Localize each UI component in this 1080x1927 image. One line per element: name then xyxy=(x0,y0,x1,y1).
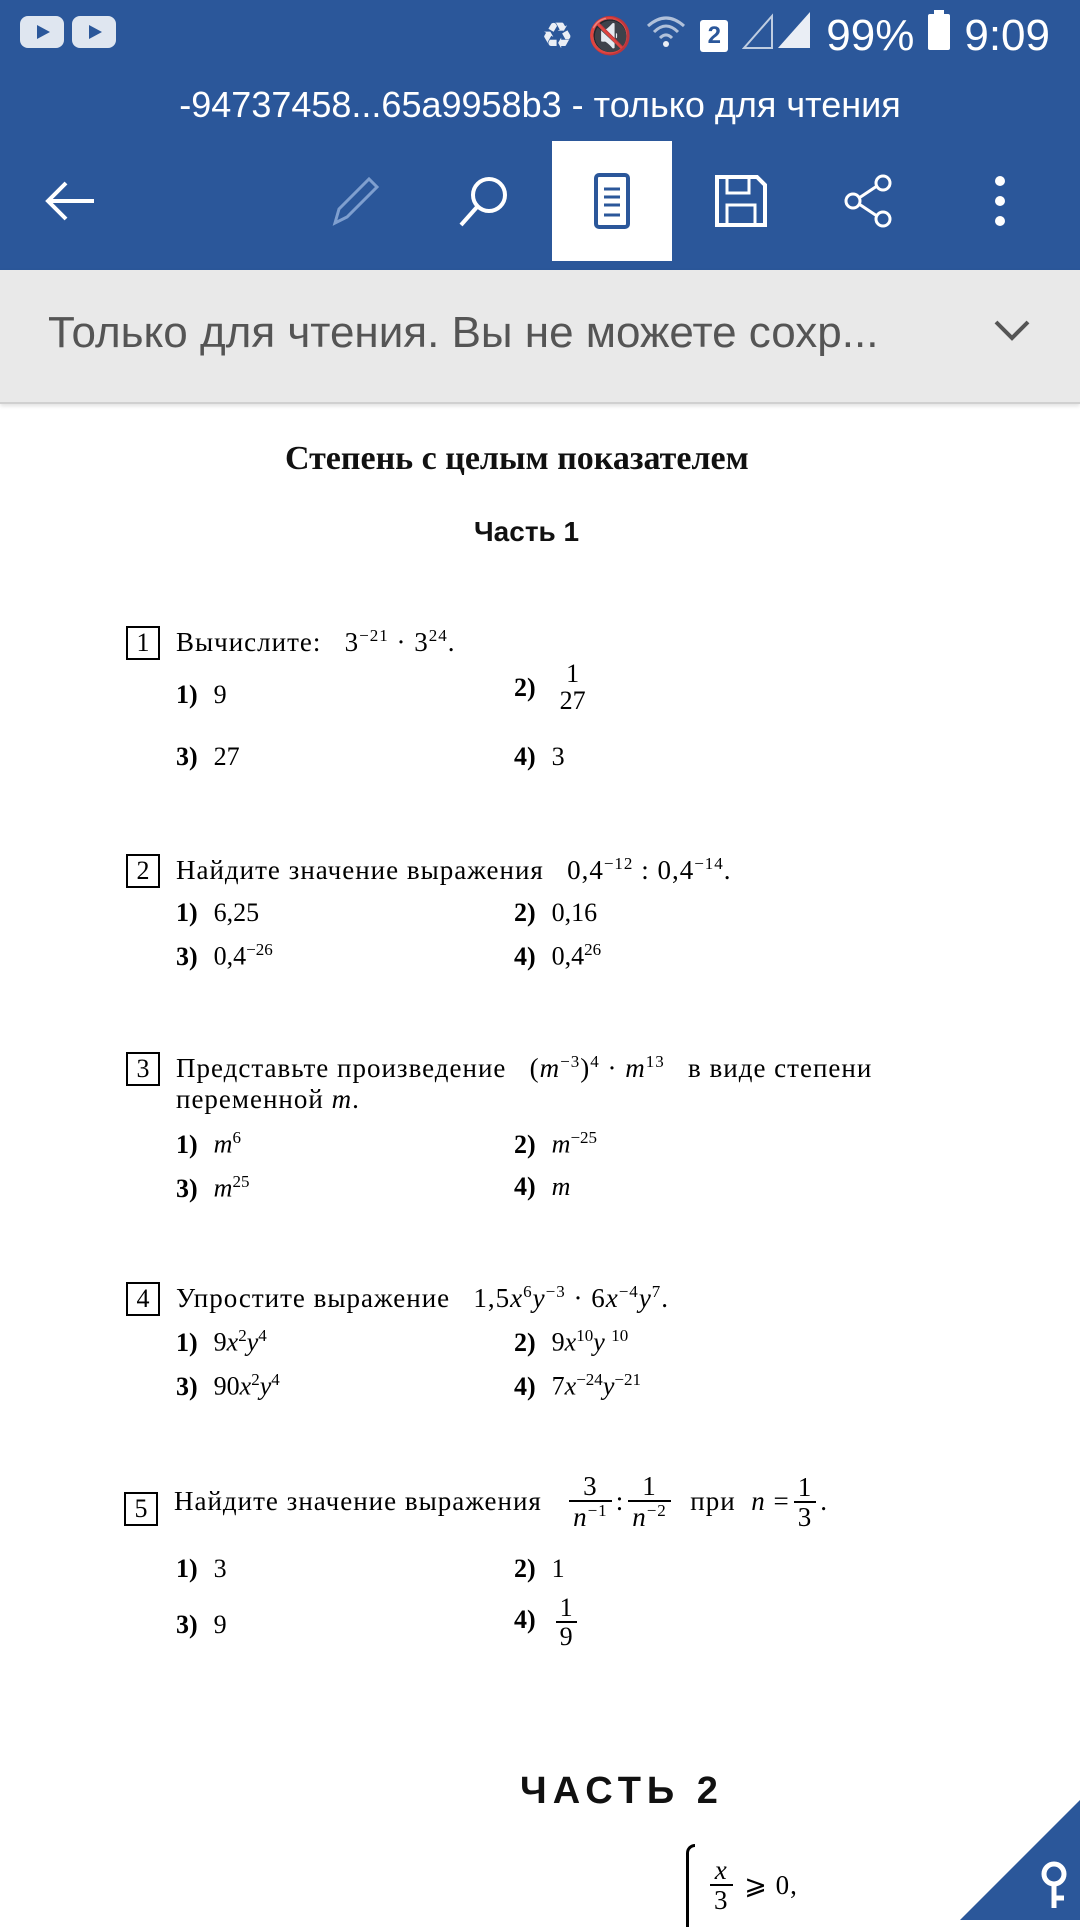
answer-option-4: 4) $0,4^{26}$ xyxy=(514,940,602,971)
sim-badge: 2 xyxy=(700,20,728,52)
answer-option-1: 1) $m^6$ xyxy=(176,1128,241,1159)
question-number: 4 xyxy=(126,1282,160,1316)
battery-percent: 99% xyxy=(826,10,915,60)
expand-banner-button[interactable] xyxy=(992,316,1032,351)
status-bar xyxy=(0,0,1080,75)
answer-option-1: 1) 3 xyxy=(176,1554,227,1583)
save-button[interactable] xyxy=(681,141,801,261)
part-2-heading: ЧАСТЬ 2 xyxy=(520,1770,724,1812)
toolbar xyxy=(0,135,1080,270)
clock: 9:09 xyxy=(964,10,1050,60)
save-icon xyxy=(711,171,771,231)
question-5-text: Найдите значение выражения $\frac{3}{n^{-1}}$ : $\frac{1}{n^{-2}}$ при n = $\frac{1}{3}$ . xyxy=(174,1471,828,1533)
key-icon xyxy=(1034,1860,1074,1912)
question-3-text: Представьте произведение $(m^{-3})^4 \cdot m^{13}$ в виде степени xyxy=(176,1052,873,1083)
answer-option-4: 4) $7x^{-24}y^{-21}$ xyxy=(514,1370,641,1401)
answer-option-1: 1) 6,25 xyxy=(176,898,260,927)
chevron-down-icon xyxy=(992,316,1032,346)
question-4-text: Упростите выражение $1,5x^6y^{-3} \cdot 6x^{-4}y^7$. xyxy=(176,1282,670,1313)
answer-option-3: 3) $90x^2y^4$ xyxy=(176,1370,280,1401)
wifi-icon xyxy=(646,14,686,57)
answer-option-3: 3) 9 xyxy=(176,1610,227,1639)
more-icon xyxy=(970,171,1030,231)
answer-option-4: 4) m xyxy=(514,1172,571,1201)
youtube-icon xyxy=(72,16,116,48)
question-number: 2 xyxy=(126,854,160,888)
inequality-system: $\frac{x}{3}$ ⩾ 0, xyxy=(706,1856,798,1915)
back-button[interactable] xyxy=(10,141,130,261)
system-brace xyxy=(686,1844,695,1927)
banner-message: Только для чтения. Вы не можете сохр... xyxy=(48,308,879,357)
reading-view-icon xyxy=(582,171,642,231)
edit-button[interactable] xyxy=(295,141,415,261)
answer-option-2: 2) 1 27 xyxy=(514,659,586,716)
question-2-text: Найдите значение выражения $0,4^{-12}$ : $0,4^{-14}$. xyxy=(176,854,732,885)
question-number: 5 xyxy=(124,1492,158,1526)
more-button[interactable] xyxy=(940,141,1060,261)
answer-option-3: 3) $0,4^{-26}$ xyxy=(176,940,273,971)
answer-option-1: 1) $9x^2y^4$ xyxy=(176,1326,267,1357)
doc-heading: Степень с целым показателем xyxy=(285,440,749,477)
document-title: -94737458...65a9958b3 - только для чтения xyxy=(0,75,1080,135)
answer-option-3: 3) 27 xyxy=(176,742,240,771)
share-icon xyxy=(839,171,899,231)
share-button[interactable] xyxy=(809,141,929,261)
question-number: 1 xyxy=(126,626,160,660)
signal-icon xyxy=(742,10,812,61)
part-1-heading: Часть 1 xyxy=(474,516,580,547)
mute-icon: 🔇 xyxy=(587,14,633,56)
answer-option-2: 2) 1 xyxy=(514,1554,565,1583)
reading-view-button[interactable] xyxy=(552,141,672,261)
edit-pencil-icon xyxy=(325,171,385,231)
answer-option-3: 3) $m^{25}$ xyxy=(176,1172,250,1203)
search-icon xyxy=(453,171,513,231)
search-button[interactable] xyxy=(423,141,543,261)
read-only-banner[interactable] xyxy=(0,270,1080,404)
battery-saver-icon: ♻ xyxy=(541,14,574,56)
answer-option-4: 4) $\frac{1}{9}$ xyxy=(514,1594,581,1651)
youtube-icon xyxy=(20,16,64,48)
answer-option-2: 2) $9x^{10}y$ $^{10}$ xyxy=(514,1326,629,1357)
answer-option-2: 2) 0,16 xyxy=(514,898,598,927)
document-page xyxy=(0,404,1080,1920)
answer-option-1: 1) 9 xyxy=(176,680,227,709)
answer-option-2: 2) $m^{-25}$ xyxy=(514,1128,598,1159)
back-arrow-icon xyxy=(40,171,100,231)
question-number: 3 xyxy=(126,1052,160,1086)
question-1-text: Вычислите: $3^{-21} \cdot 3^{24}$. xyxy=(176,626,456,657)
battery-icon xyxy=(928,10,950,61)
question-3-text-line2: переменной m. xyxy=(176,1084,360,1114)
answer-option-4: 4) 3 xyxy=(514,742,565,771)
